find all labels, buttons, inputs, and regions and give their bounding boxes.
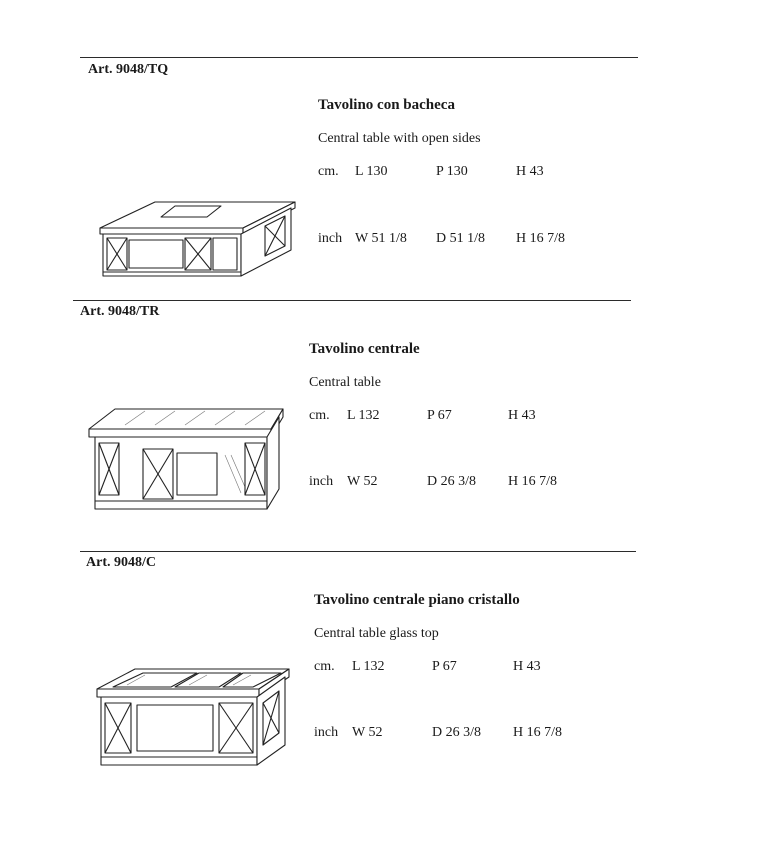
article-code-2: Art. 9048/TR <box>80 304 160 319</box>
table-drawing-central <box>85 405 290 520</box>
inch-depth-2: D 26 3/8 <box>427 474 476 489</box>
inch-width-3: W 52 <box>352 725 383 740</box>
article-code-3: Art. 9048/C <box>86 555 156 570</box>
cm-height-2: H 43 <box>508 408 536 423</box>
inch-height-2: H 16 7/8 <box>508 474 557 489</box>
product-subtitle-3: Central table glass top <box>314 626 439 641</box>
cm-height-3: H 43 <box>513 659 541 674</box>
cm-unit-1: cm. <box>318 164 339 179</box>
section-divider-1 <box>80 57 638 58</box>
cm-length-3: L 132 <box>352 659 385 674</box>
product-title-1: Tavolino con bacheca <box>318 97 455 113</box>
product-subtitle-2: Central table <box>309 375 381 390</box>
inch-width-1: W 51 1/8 <box>355 231 407 246</box>
inch-unit-2: inch <box>309 474 334 489</box>
inch-depth-3: D 26 3/8 <box>432 725 481 740</box>
inch-unit-3: inch <box>314 725 339 740</box>
inch-height-3: H 16 7/8 <box>513 725 562 740</box>
table-drawing-display-case <box>95 192 305 282</box>
cm-length-2: L 132 <box>347 408 380 423</box>
section-divider-3 <box>80 551 636 552</box>
cm-unit-3: cm. <box>314 659 335 674</box>
product-subtitle-1: Central table with open sides <box>318 131 481 146</box>
cm-depth-2: P 67 <box>427 408 452 423</box>
section-divider-2 <box>73 300 631 301</box>
cm-depth-1: P 130 <box>436 164 468 179</box>
product-title-3: Tavolino centrale piano cristallo <box>314 592 520 608</box>
inch-width-2: W 52 <box>347 474 378 489</box>
cm-unit-2: cm. <box>309 408 330 423</box>
inch-depth-1: D 51 1/8 <box>436 231 485 246</box>
cm-length-1: L 130 <box>355 164 388 179</box>
cm-height-1: H 43 <box>516 164 544 179</box>
article-code-1: Art. 9048/TQ <box>88 62 169 77</box>
table-drawing-glass-top <box>93 663 298 771</box>
inch-height-1: H 16 7/8 <box>516 231 565 246</box>
product-title-2: Tavolino centrale <box>309 341 420 357</box>
inch-unit-1: inch <box>318 231 343 246</box>
cm-depth-3: P 67 <box>432 659 457 674</box>
